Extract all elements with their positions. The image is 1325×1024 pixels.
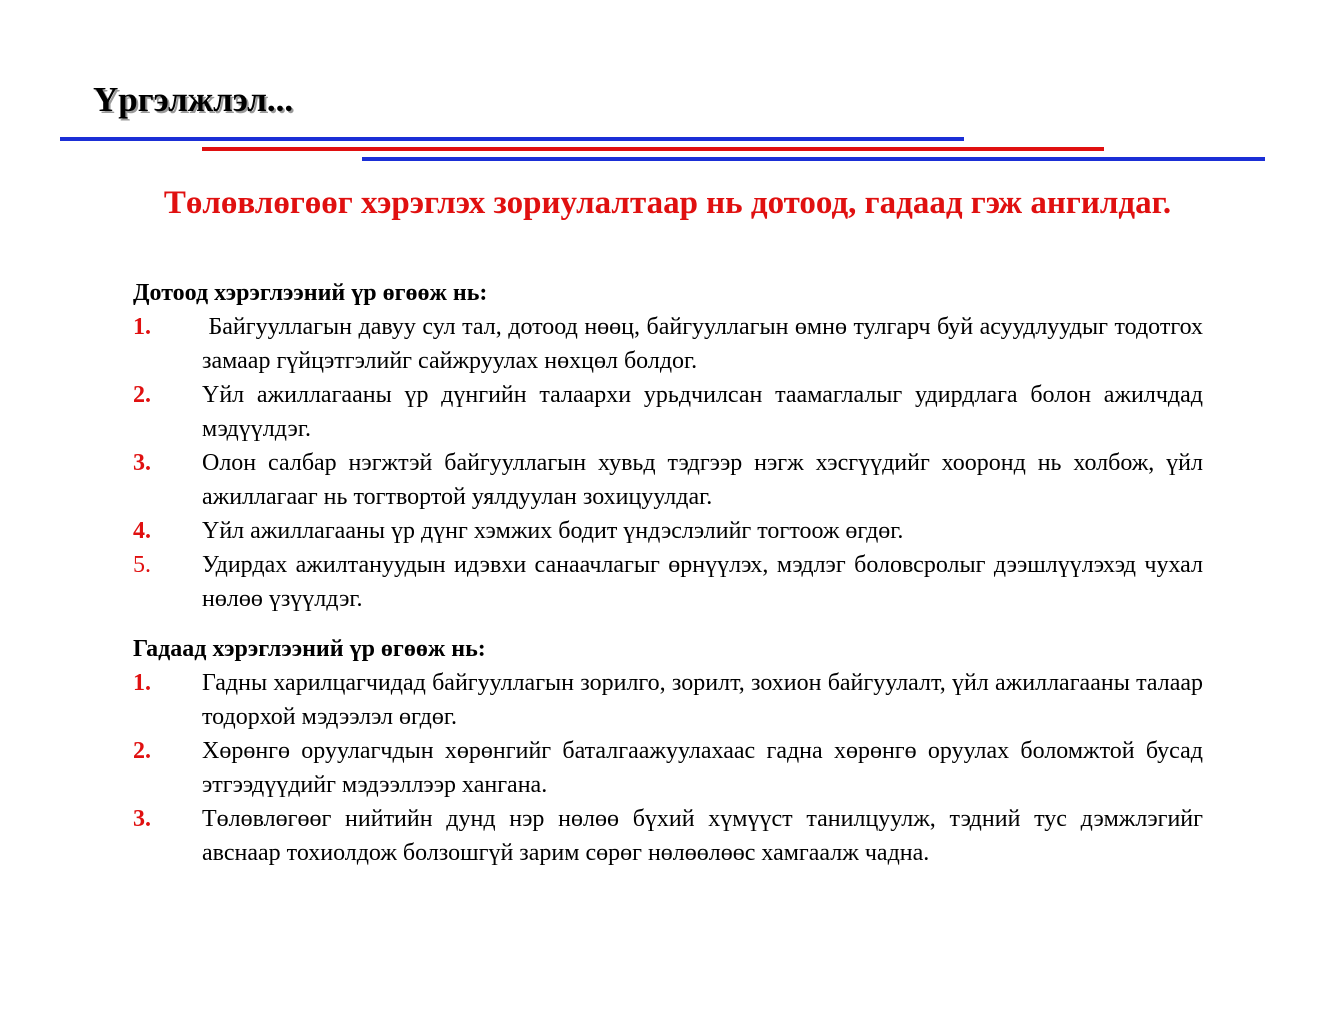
external-heading: Гадаад хэрэглээний үр өгөөж нь: [133,636,486,662]
list-item [133,378,1203,446]
list-number: 4. [133,518,151,544]
internal-heading: Дотоод хэрэглээний үр өгөөж нь: [133,280,488,306]
list-number: 3. [133,806,151,832]
list-text: Үйл ажиллагааны үр дүнгийн талаархи урьдчилсан таамаглалыг удирдлага болон ажилчдад мэдүүлдэг. [202,382,1203,442]
list-item [133,666,1203,734]
external-list [133,666,1203,870]
slide-title: Үргэлжлэл... [93,80,294,119]
list-number: 1. [133,314,151,340]
list-text: Гадны харилцагчидад байгууллагын зорилго, зорилт, зохион байгуулалт, үйл ажиллагааны талаар тодорхой мэдээлэл өгдөг. [202,670,1203,730]
section-gap [133,616,1203,632]
list-item [133,802,1203,870]
list-number: 3. [133,450,151,476]
list-item [133,734,1203,802]
internal-list [133,310,1209,616]
list-number: 1. [133,670,151,696]
slide-content [133,276,1209,870]
divider-red [202,147,1104,151]
list-text: Үйл ажиллагааны үр дүнг хэмжих бодит үндэслэлийг тогтоож өгдөг. [202,518,904,544]
list-item [133,514,1203,548]
divider-blue-top [60,137,964,141]
list-number: 2. [133,738,151,764]
list-text: Удирдах ажилтануудын идэвхи санаачлагыг өрнүүлэх, мэдлэг боловсролыг дээшлүүлэхэд чухал нөлөө үзүүлдэг. [202,552,1203,612]
list-item [133,310,1209,378]
list-text: Байгууллагын давуу сул тал, дотоод нөөц, байгууллагын өмнө тулгарч буй асуудлуудыг тодотгох замаар гүйцэтгэлийг сайжруулах нөхцөл болдог. [202,314,1209,374]
list-number: 5. [133,552,151,578]
list-number: 2. [133,382,151,408]
headline: Төлөвлөгөөг хэрэглэх зориулалтаар нь дотоод, гадаад гэж ангилдаг. [163,185,1172,221]
list-item [133,446,1203,514]
list-text: Төлөвлөгөөг нийтийн дунд нэр нөлөө бүхий хүмүүст танилцуулж, тэдний тус дэмжлэгийг авснаар тохиолдож болзошгүй зарим сөрөг нөлөөлөөс хамгаалж чадна. [202,806,1203,866]
list-text: Хөрөнгө оруулагчдын хөрөнгийг баталгаажуулахаас гадна хөрөнгө оруулах боломжтой бусад этгээдүүдийг мэдээллээр хангана. [202,738,1203,798]
list-text: Олон салбар нэгжтэй байгууллагын хувьд тэдгээр нэгж хэсгүүдийг хооронд нь холбож, үйл ажиллагааг нь тогтвортой уялдуулан зохицуулдаг. [202,450,1203,510]
list-item [133,548,1203,616]
divider-blue-bottom [362,157,1265,161]
